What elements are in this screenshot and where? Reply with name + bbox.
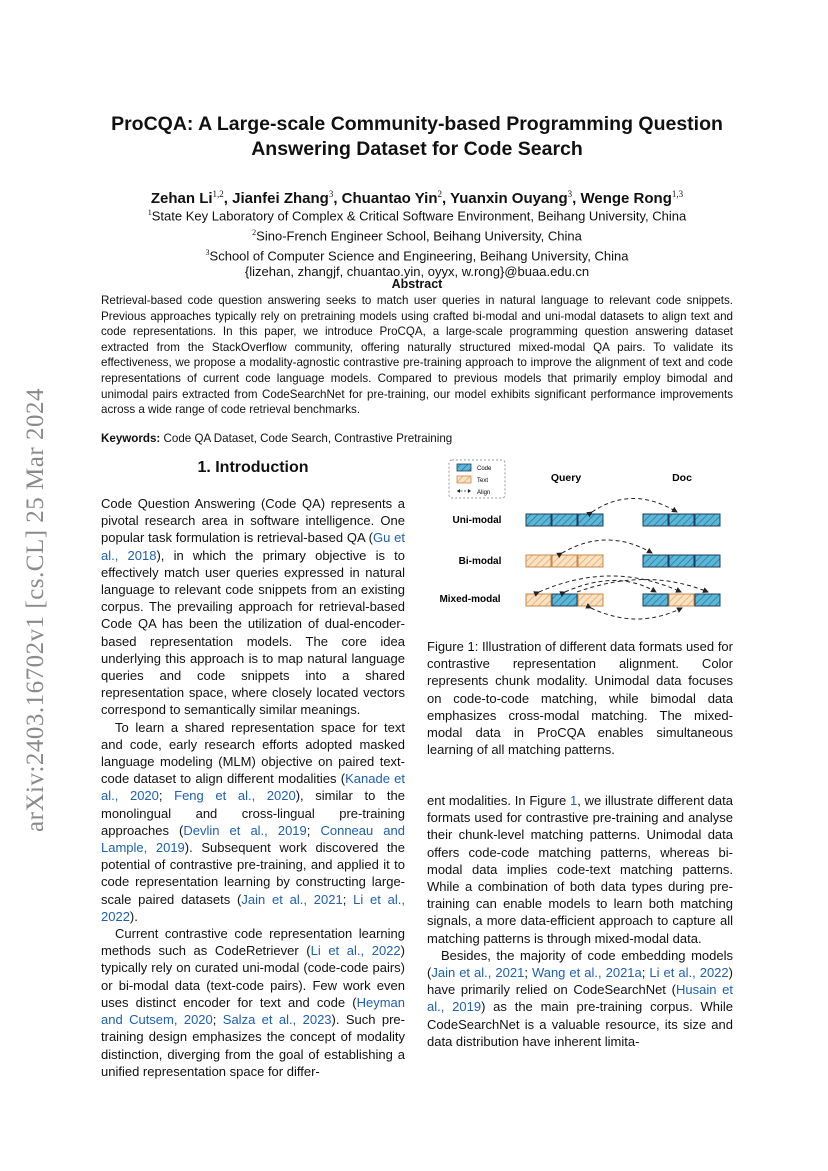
paragraph-text: ) as the main pre-training corpus. While CodeSearchNet is a valuable resource, its size and data distribution have inherent limita- [427,999,734,1049]
right-column-text [427,792,733,1050]
arxiv-id-text: arXiv:2403.16702v1 [cs.CL] 25 Mar 2024 [22,388,50,832]
uni-modal-query-chunks [526,514,603,526]
paragraph-text: ; [524,965,532,981]
citation-link[interactable]: Heyman and Cutsem, 2020 [101,994,405,1028]
row-label-bi-modal: Bi-modal [458,556,502,567]
paragraph-text: ; [306,822,321,838]
citation-link[interactable]: Devlin et al., 2019 [183,822,307,838]
body-paragraph [101,925,405,1080]
email-line: {lizehan, zhangjf, chuantao.yin, oyyx, w.rong}@buaa.edu.cn [244,264,590,280]
paragraph-text: ). Subsequent work discovered the potential of contrastive pre-training, and applied it to code representation learning by constructing large-scale paired datasets ( [101,840,406,907]
mixed-modal-query-chunks [526,594,603,606]
affiliation-text: Sino-French Engineer School, Beihang University, China [256,228,582,244]
chunk-code [578,514,603,526]
chunk-text [669,594,694,606]
keywords-line [101,432,733,445]
paragraph-text: ent modalities. In Figure [427,793,570,808]
chunk-code [669,514,694,526]
author-affil-mark: 1,2 [212,189,224,199]
citation-link[interactable]: Salza et al., 2023 [222,1012,332,1028]
chunk-code [669,555,694,567]
chunk-code [643,555,668,567]
left-column-text [101,495,405,1080]
title-line-1: ProCQA: A Large-scale Community-based Programming Question [111,113,723,135]
paragraph-text: ), similar to the monolingual and cross-lingual pre-training approaches ( [101,788,405,838]
paragraph-text: ; [212,1012,223,1028]
citation-link[interactable]: 1 [570,793,578,808]
mixed-text-align-arrow [539,576,681,592]
paragraph-text: To learn a shared representation space for text and code, early research efforts adopted masked language modeling (MLM) objective on paired text-code dataset to align different modalities ( [101,719,405,787]
citation-link[interactable]: Conneau and Lample, 2019 [101,822,405,856]
citation-link[interactable]: Li et al., 2022 [101,891,405,924]
paragraph-text: , we illustrate different data formats used for contrastive pre-training and analyse their chunk-level matching patterns. Unimodal data offers code-code matching patterns, whereas bi-modal data implies code-text matching patterns. While a combination of both data types during pre-training can enable models to learn both matching signals, a more data-efficient approach to capture all matching patterns is through mixed-modal data. [427,793,733,946]
citation-link[interactable]: Husain et al., 2019 [427,982,733,1015]
body-paragraph [101,495,405,719]
paragraph-text: ). Such pre-training design emphasizes the concept of modality distinction, diverging from the goal of establishing a unified representation space for differ- [101,1012,405,1079]
citation-link[interactable]: Li et al., 2022 [649,965,729,981]
mixed-lower-align-arrow [591,608,682,619]
citation-link[interactable]: Wang et al., 2021a [531,965,642,981]
paragraph-text: ) typically rely on curated uni-modal (code-code pairs) or bi-modal data (text-code pairs). Few work even uses distinct encoder for text and code ( [101,943,405,1010]
abstract-text: Retrieval-based code question answering seeks to match user queries in natural language to relevant code snippets. Previous approaches typically rely on pretraining models using crafted bi-modal and uni-modal datasets to align text and code representations. In this paper, we introduce ProCQA, a large-scale programming question answering dataset extracted from the StackOverflow community, offering naturally structured mixed-modal QA pairs. To validate its effectiveness, we propose a modality-agnostic contrastive pre-training approach to improve the alignment of text and code representations of current code language models. Compared to previous models that primarily employ bimodal and unimodal pairs extracted from CodeSearchNet for pre-training, our model exhibits significant performance improvements across a wide range of code retrieval benchmarks. [101,294,733,417]
paragraph-text: ). [129,908,138,924]
chunk-text [578,555,603,567]
arxiv-identifier [16,360,56,860]
legend-code-label: Code [477,466,492,472]
row-label-uni-modal: Uni-modal [452,515,502,526]
uni-modal-align-arrow [592,499,677,513]
legend-text-swatch [457,476,471,483]
chunk-text [552,555,577,567]
bi-modal-doc-chunks [643,555,720,567]
bi-modal-query-chunks [526,555,603,567]
affiliation-line [90,225,744,245]
author-affil-mark: 3 [567,189,573,199]
keywords-text: Code QA Dataset, Code Search, Contrastive Pretraining [163,432,453,445]
paragraph-text: ; [158,788,175,804]
author-name: Wenge Rong [580,190,672,207]
chunk-code [695,555,720,567]
paragraph-text: Current contrastive code representation learning methods such as CodeRetriever ( [101,926,405,959]
chunk-code [643,514,668,526]
author-name: Chuantao Yin [341,190,438,207]
author-affil-mark: 3 [328,189,334,199]
citation-link[interactable]: Li et al., 2022 [310,943,401,959]
author-list: Zehan Li$^{1,2}$, Jianfei Zhang$^3$, Chuantao Yin$^2$, Yuanxin Ouyang$^3$, Wenge Rong$^{1,3}$ [150,189,684,207]
row-label-mixed-modal: Mixed-modal [439,594,501,605]
author-affil-mark: 1,3 [671,189,684,199]
body-paragraph [427,792,733,947]
title-line-2: Answering Dataset for Code Search [251,138,583,160]
legend-text-label: Text [477,478,489,484]
legend-code-swatch [457,464,471,471]
section-heading: 1. Introduction [197,459,309,476]
figure-1 [427,455,733,635]
affiliation-text: State Key Laboratory of Complex & Critical Software Environment, Beihang University, China [151,208,687,224]
doc-heading: Doc [672,472,692,484]
affiliation-mark: 2 [252,227,257,237]
body-paragraph [427,947,733,1050]
paper-title [90,112,744,162]
affiliations [90,205,744,281]
bi-modal-align-arrow [562,540,652,553]
paragraph-text: Besides, the majority of code embedding models ( [427,947,733,981]
mixed-code-align-arrow-1 [565,581,656,593]
affiliation-mark: 3 [205,247,210,257]
affiliation-text: School of Computer Science and Engineering, Beihang University, China [209,247,629,263]
figure-caption: Figure 1: Illustration of different data formats used for contrastive representation alignment. Color represents chunk modality. Unimodal data focuses on code-to-code matching, while bimodal data emphasizes cross-modal matching. The mixed-modal data in ProCQA enables simultaneous learning of all matching patterns. [427,639,733,758]
chunk-code [552,594,577,606]
mixed-modal-doc-chunks [643,594,720,606]
body-paragraph [101,719,405,925]
chunk-code [643,594,668,606]
paragraph-text: ; [342,891,354,907]
affiliation-mark: 1 [147,208,152,217]
citation-link[interactable]: Gu et al., 2018 [101,530,405,563]
paragraph-text: ; [641,965,650,981]
chunk-code [695,514,720,526]
citation-link[interactable]: Feng et al., 2020 [174,788,296,804]
uni-modal-doc-chunks [643,514,720,526]
affiliation-line [90,245,744,265]
chunk-code [695,594,720,606]
affiliation-line [90,205,744,225]
author-name: Yuanxin Ouyang [450,190,568,207]
paragraph-text: ), in which the primary objective is to effectively match user queries expressed in natural language to relevant code snippets from an existing corpus. The prevailing approach for retrieval-based Code QA has been the utilization of dual-encoder-based representation models. The core idea underlying this approach is to map natural language queries and code snippets into a shared representation space, where closely located vectors correspond to semantically similar meanings. [101,547,405,718]
paragraph-text: Code Question Answering (Code QA) represents a pivotal research area in software intelligence. One popular task formulation is retrieval-based QA ( [101,496,405,546]
legend-align-label: Align [477,490,491,496]
chunk-text [526,594,551,606]
keywords-label: Keywords: [101,432,161,445]
chunk-code [526,514,551,526]
author-name: Zehan Li [150,190,213,207]
query-heading: Query [550,472,582,484]
author-name: Jianfei Zhang [232,190,329,207]
chunk-text [578,594,603,606]
chunk-text [526,555,551,567]
abstract-heading: Abstract [391,277,443,291]
chunk-code [552,514,577,526]
citation-link[interactable]: Kanade et al., 2020 [101,771,405,804]
paragraph-text: ) have primarily relied on CodeSearchNet ( [427,965,733,998]
citation-link[interactable]: Jain et al., 2021 [241,891,343,907]
citation-link[interactable]: Jain et al., 2021 [431,965,525,981]
author-affil-mark: 2 [437,189,443,199]
